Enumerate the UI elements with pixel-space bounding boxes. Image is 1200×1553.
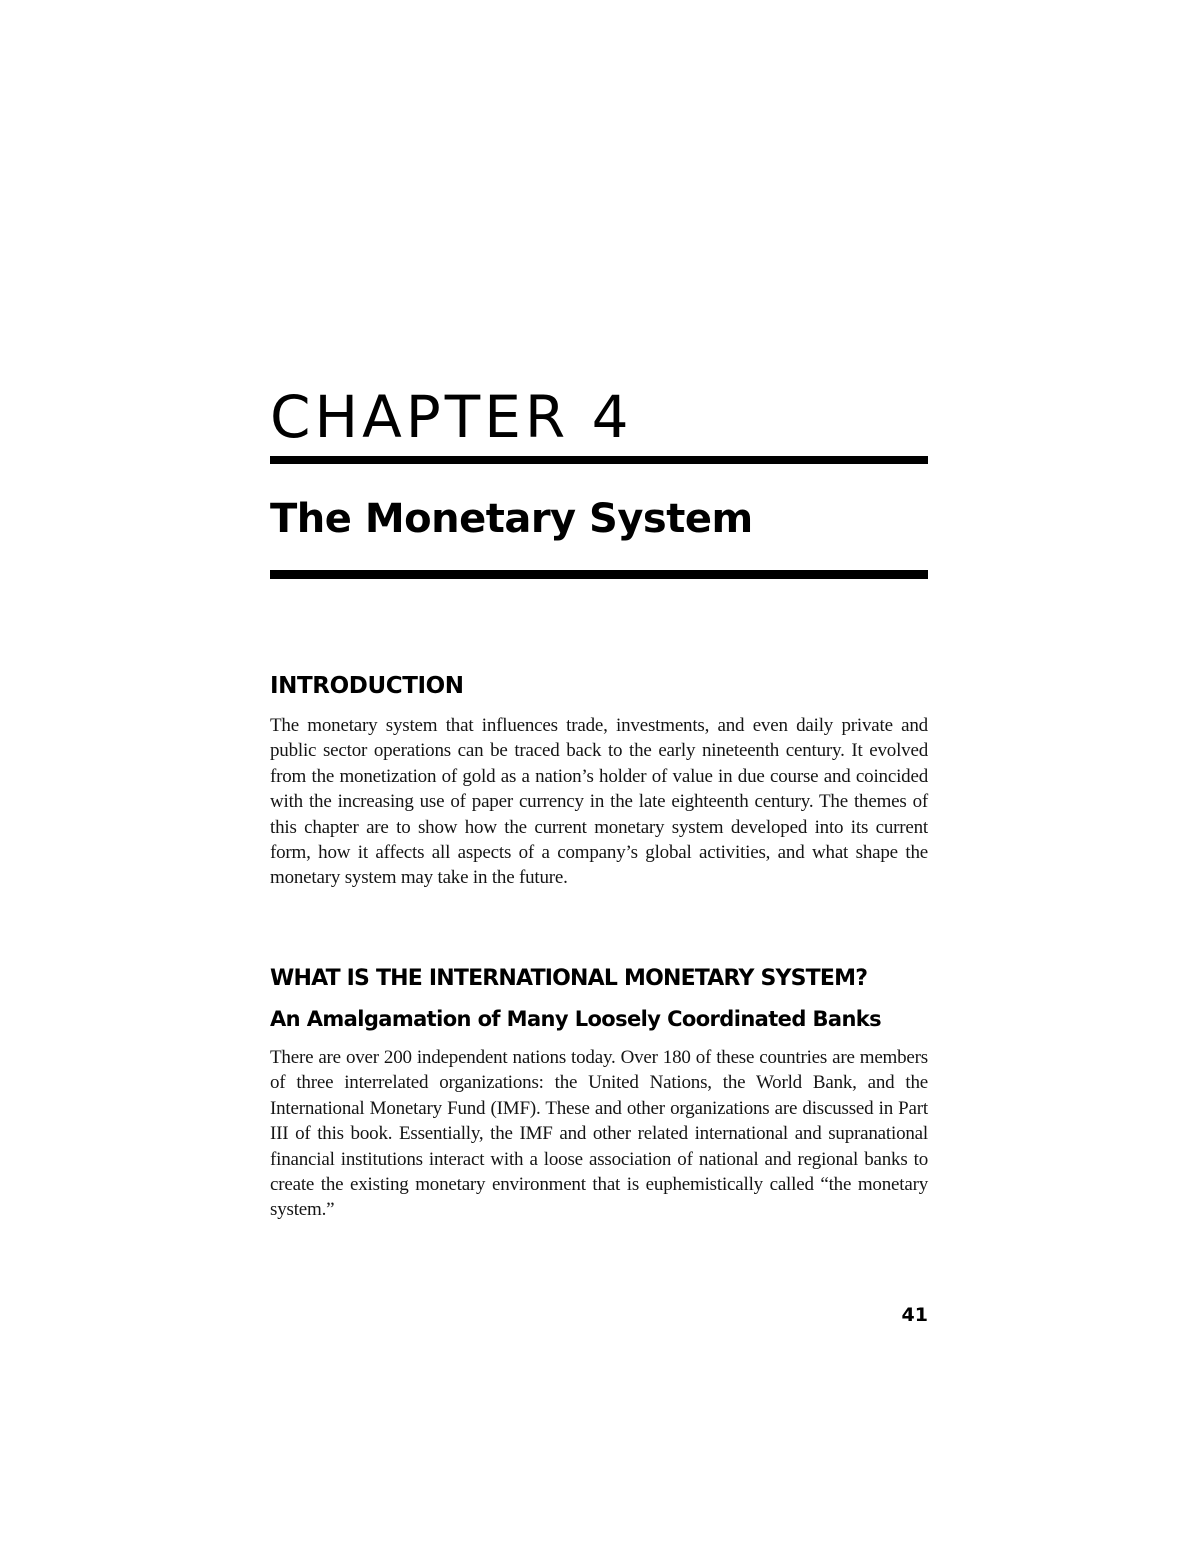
chapter-rule-top (270, 456, 928, 464)
page-number: 41 (901, 1304, 928, 1326)
chapter-label: CHAPTER 4 (270, 383, 633, 451)
introduction-paragraph: The monetary system that influences trade, investments, and even daily private and public sector operations can be traced back to the early nineteenth century. It evolved from the monetization of gold as a nation’s holder of value in due course and coincided with the increasing use of paper currency in the late eighteenth century. The themes of this chapter are to show how the current monetary system developed into its current form, how it affects all aspects of a company’s global activities, and what shape the monetary system may take in the future. (270, 715, 928, 889)
chapter-title: The Monetary System (270, 496, 753, 542)
chapter-rule-bottom (270, 570, 928, 579)
section-heading: WHAT IS THE INTERNATIONAL MONETARY SYSTEM? (270, 966, 868, 991)
subsection-heading: An Amalgamation of Many Loosely Coordinated Banks (270, 1007, 882, 1031)
section-paragraph: There are over 200 independent nations today. Over 180 of these countries are members of three interrelated organizations: the United Nations, the World Bank, and the International Monetary Fund (IMF). These and other organizations are discussed in Part III of this book. Essentially, the IMF and other related international and supranational financial institutions interact with a loose association of national and regional banks to create the existing monetary environment that is euphemistically called “the monetary system.” (270, 1047, 928, 1221)
introduction-heading: INTRODUCTION (270, 673, 464, 699)
